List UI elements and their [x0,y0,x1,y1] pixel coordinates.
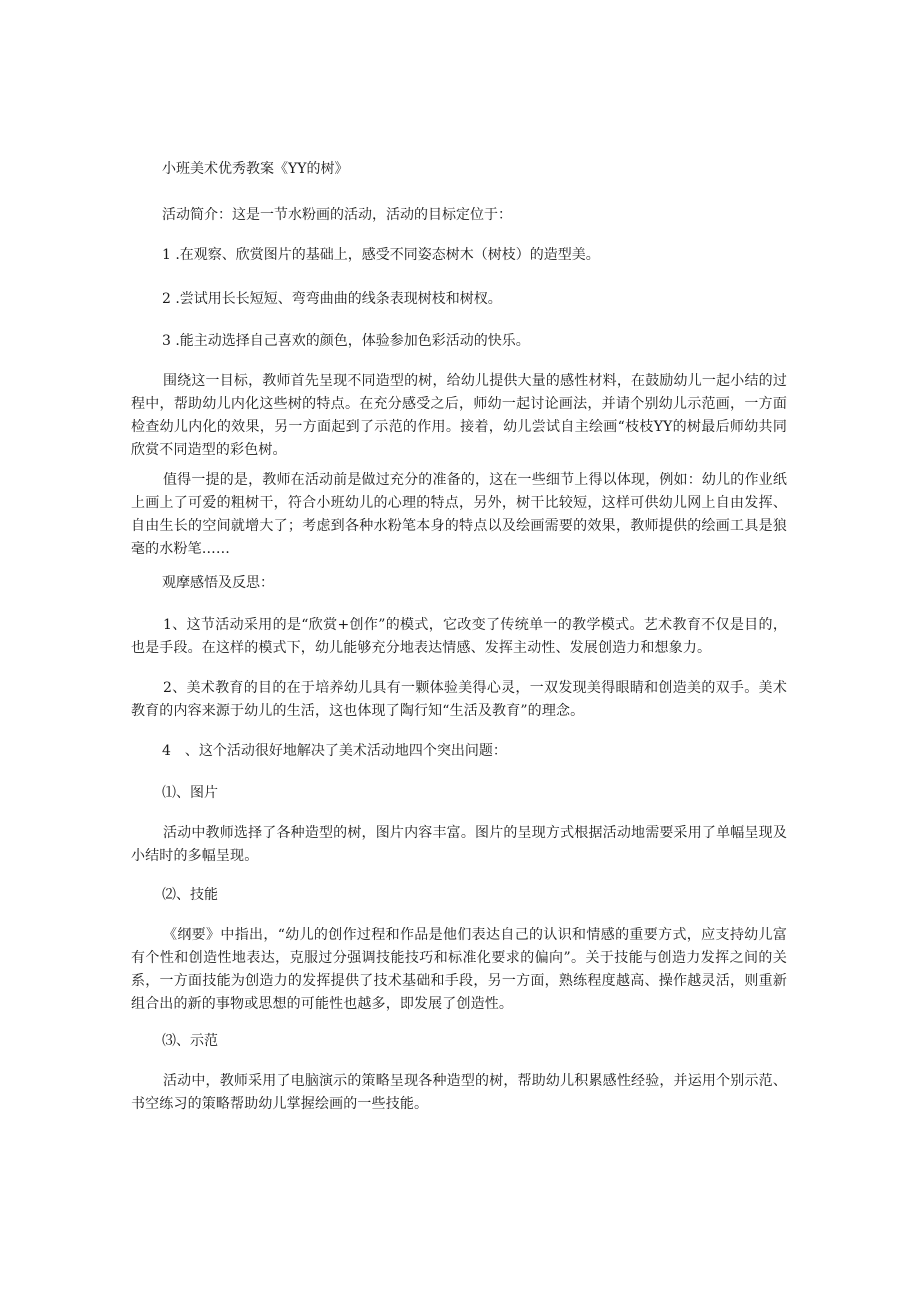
goal-item-2: 2 .尝试用长长短短、弯弯曲曲的线条表现树枝和树杈。 [162,291,502,307]
subsection-3-heading: ⑶、示范 [162,1033,218,1049]
paragraph-preparation: 值得一提的是，教师在活动前是做过充分的准备的，这在一些细节上得以体现，例如：幼儿的作业纸上画上了可爱的粗树干，符合小班幼儿的心理的特点，另外，树干比较短，这样可供幼儿网上自由发挥、自由生长的空间就增大了；考虑到各种水粉笔本身的特点以及绘画需要的效果，教师提供的绘画工具是狼毫的水粉笔…… [131,472,787,557]
subsection-2-text: 《纲要》中指出，“幼儿的创作过程和作品是他们表达自己的认识和情感的重要方式，应支持幼儿富有个性和创造性地表达，克服过分强调技能技巧和标准化要求的偏向”。关于技能与创造力发挥之间的关系，一方面技能为创造力的发挥提供了技术基础和手段，另一方面，熟练程度越高、操作越灵活，则重新组合出的新的事物或思想的可能性也越多，即发展了创造性。 [131,927,787,1012]
document-title: 小班美术优秀教案《YY的树》 [162,161,349,177]
goal-item-3: 3 .能主动选择自己喜欢的颜色，体验参加色彩活动的快乐。 [162,333,530,349]
subsection-1-heading: ⑴、图片 [162,785,218,801]
subsection-3-text: 活动中，教师采用了电脑演示的策略呈现各种造型的树，帮助幼儿积累感性经验，并运用个别示范、书空练习的策略帮助幼儿掌握绘画的一些技能。 [131,1073,787,1112]
subsection-1-text: 活动中教师选择了各种造型的树，图片内容丰富。图片的呈现方式根据活动地需要采用了单幅呈现及小结时的多幅呈现。 [131,825,787,864]
paragraph-process: 围绕这一目标，教师首先呈现不同造型的树，给幼儿提供大量的感性材料，在鼓励幼儿一起小结的过程中，帮助幼儿内化这些树的特点。在充分感受之后，师幼一起讨论画法，并请个别幼儿示范画，一方面检查幼儿内化的效果，另一方面起到了示范的作用。接着，幼儿尝试自主绘画“枝枝YY的树最后师幼共同欣赏不同造型的彩色树。 [131,373,787,458]
reflection-item-4: 4 、这个活动很好地解决了美术活动地四个突出问题： [162,743,507,759]
reflection-heading: 观摩感悟及反思： [162,575,274,591]
reflection-item-1: 1、这节活动采用的是“欣赏+创作”的模式，它改变了传统单一的教学模式。艺术教育不仅是目的，也是手段。在这样的模式下，幼儿能够充分地表达情感、发挥主动性、发展创造力和想象力。 [131,617,787,656]
intro-text: 活动简介：这是一节水粉画的活动，活动的目标定位于： [162,207,512,223]
reflection-item-2: 2、美术教育的目的在于培养幼儿具有一颗体验美得心灵，一双发现美得眼睛和创造美的双手。美术教育的内容来源于幼儿的生活，这也体现了陶行知“生活及教育”的理念。 [131,680,787,719]
goal-item-1: 1 .在观察、欣赏图片的基础上，感受不同姿态树木（树枝）的造型美。 [162,247,600,263]
subsection-2-heading: ⑵、技能 [162,887,218,903]
